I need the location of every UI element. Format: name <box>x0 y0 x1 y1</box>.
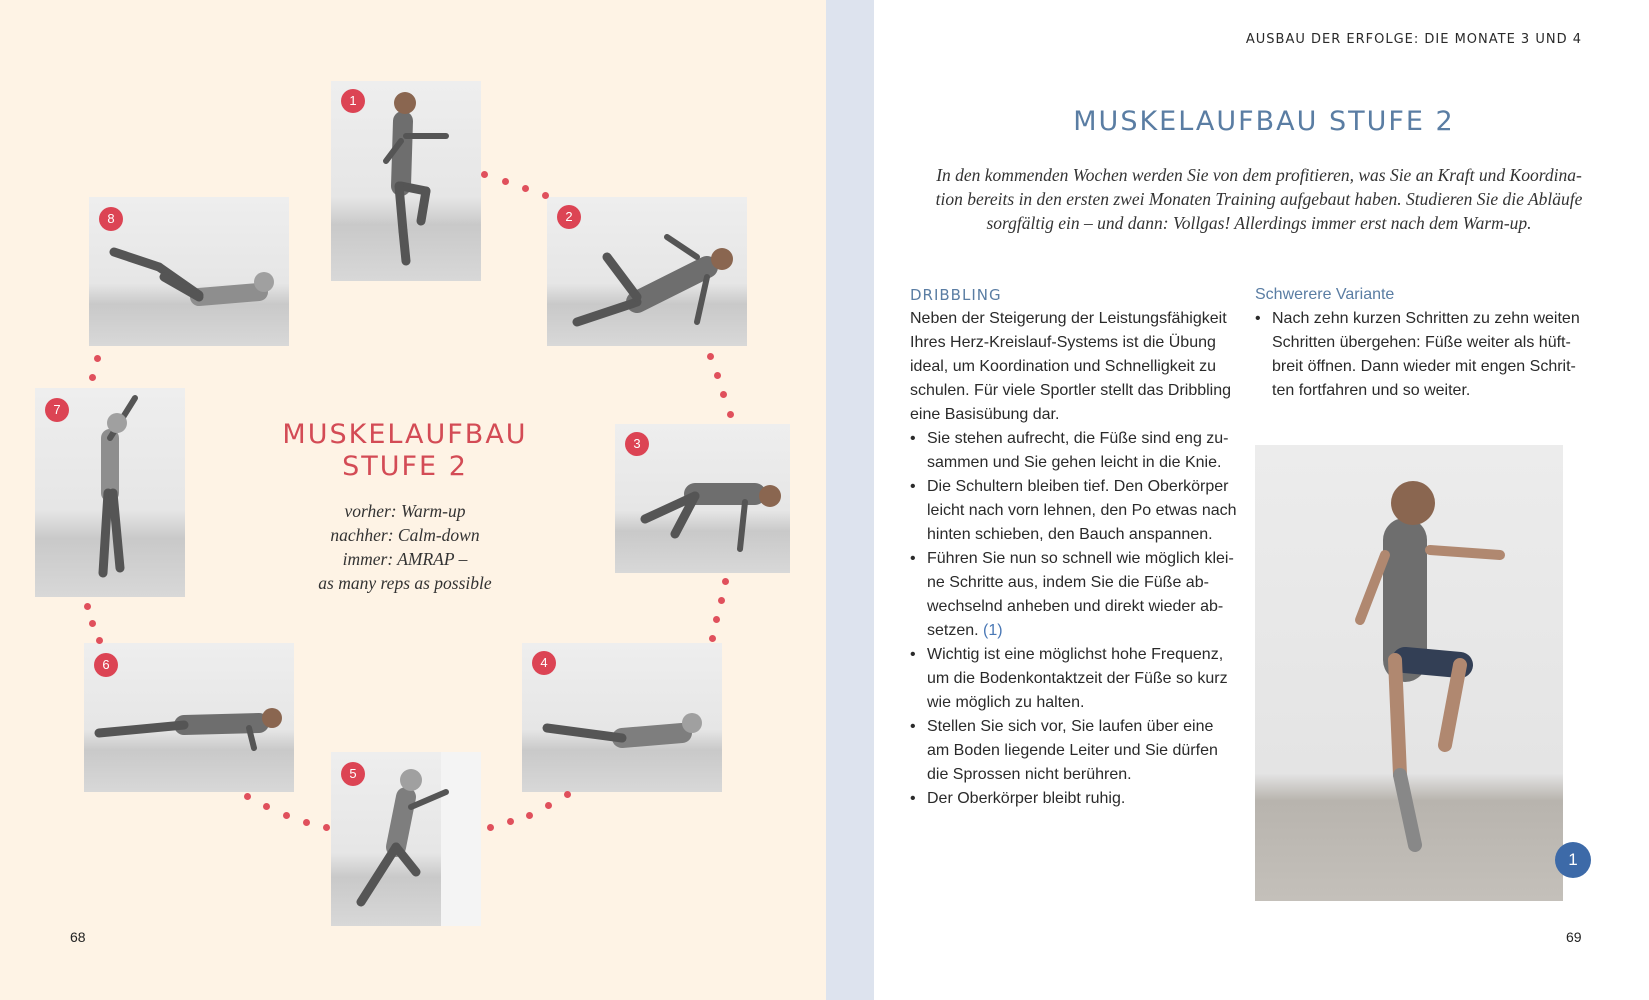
page-number-right: 69 <box>1566 929 1582 945</box>
page-gutter <box>826 0 874 1000</box>
running-head: AUSBAU DER ERFOLGE: DIE MONATE 3 UND 4 <box>1245 32 1582 47</box>
instruction-bullet: • Die Schultern bleiben tief. Den Oberkörper leicht nach vorn lehnen, den Po etwas nach hinten schieben, den Bauch anspannen. <box>910 475 1240 547</box>
photo-number-badge: 1 <box>1555 842 1591 878</box>
right-page <box>874 0 1649 1000</box>
exercise-photo-5 <box>331 752 481 926</box>
exercise-number-badge: 6 <box>94 653 118 677</box>
dribbling-paragraph: Neben der Steigerung der Leistungsfähigkeit Ihres Herz-Kreislauf-Systems ist die Übung ideal, um Koordination und Schnelligkeit zu schulen. Für viele Sportler stellt das Dribbling eine Basisübung dar. <box>910 310 1232 423</box>
variant-bullet: • Nach zehn kurzen Schritten zu zehn weiten Schritten übergehen: Füße weiter als hüft- breit öffnen. Dann wieder mit engen Schrit- ten fortfahren und so weiter. <box>1255 307 1585 403</box>
variant-text <box>1255 307 1585 403</box>
dribbling-text <box>910 307 1240 811</box>
exercise-photo-8 <box>89 197 289 346</box>
exercise-photo-6 <box>84 643 294 792</box>
variant-heading: Schwerere Variante <box>1255 286 1395 303</box>
exercise-number-badge: 2 <box>557 205 581 229</box>
page-number-left: 68 <box>70 929 86 945</box>
center-title-line-2: STUFE 2 <box>342 451 468 482</box>
center-subtitle-line: as many reps as possible <box>318 573 492 593</box>
exercise-number-badge: 1 <box>341 89 365 113</box>
center-title-line-1: MUSKELAUFBAU <box>282 419 528 450</box>
page-title: MUSKELAUFBAU STUFE 2 <box>1073 106 1455 137</box>
exercise-number-badge: 3 <box>625 432 649 456</box>
instruction-bullet: • Der Oberkörper bleibt ruhig. <box>910 787 1240 811</box>
intro-line: In den kommenden Wochen werden Sie von dem profitieren, was Sie an Kraft und Koordina- <box>936 165 1582 185</box>
instruction-list <box>910 427 1240 811</box>
photo-reference: (1) <box>983 622 1003 639</box>
intro-text <box>909 163 1609 235</box>
section-heading-dribbling: DRIBBLING <box>910 286 1002 304</box>
intro-line: sorgfältig ein – und dann: Vollgas! Allerdings immer erst nach dem Warm-up. <box>986 213 1532 233</box>
exercise-photo-2 <box>547 197 747 346</box>
exercise-number-badge: 8 <box>99 207 123 231</box>
exercise-photo-3 <box>615 424 790 573</box>
exercise-number-badge: 5 <box>341 762 365 786</box>
intro-line: tion bereits in den ersten zwei Monaten Training aufgebaut haben. Studieren Sie die Abläufe <box>935 189 1583 209</box>
exercise-photo-1 <box>331 81 481 281</box>
exercise-number-badge: 4 <box>532 651 556 675</box>
center-subtitle <box>255 499 555 595</box>
exercise-photo-4 <box>522 643 722 792</box>
instruction-bullet: • Sie stehen aufrecht, die Füße sind eng zu- sammen und Sie gehen leicht in die Knie. <box>910 427 1240 475</box>
center-subtitle-line: nachher: Calm-down <box>330 525 480 545</box>
instruction-bullet: • Wichtig ist eine möglichst hohe Frequenz, um die Bodenkontaktzeit der Füße so kurz wie möglich zu halten. <box>910 643 1240 715</box>
instruction-bullet: • Führen Sie nun so schnell wie möglich klei- ne Schritte aus, indem Sie die Füße ab- wechselnd anheben und direkt wieder ab- setzen. (1) <box>910 547 1240 643</box>
dribbling-photo <box>1255 445 1563 901</box>
exercise-photo-7 <box>35 388 185 597</box>
exercise-number-badge: 7 <box>45 398 69 422</box>
instruction-bullet: • Stellen Sie sich vor, Sie laufen über eine am Boden liegende Leiter und Sie dürfen die Sprossen nicht berühren. <box>910 715 1240 787</box>
center-subtitle-line: immer: AMRAP – <box>342 549 468 569</box>
center-subtitle-line: vorher: Warm-up <box>344 501 466 521</box>
center-title <box>255 419 555 483</box>
